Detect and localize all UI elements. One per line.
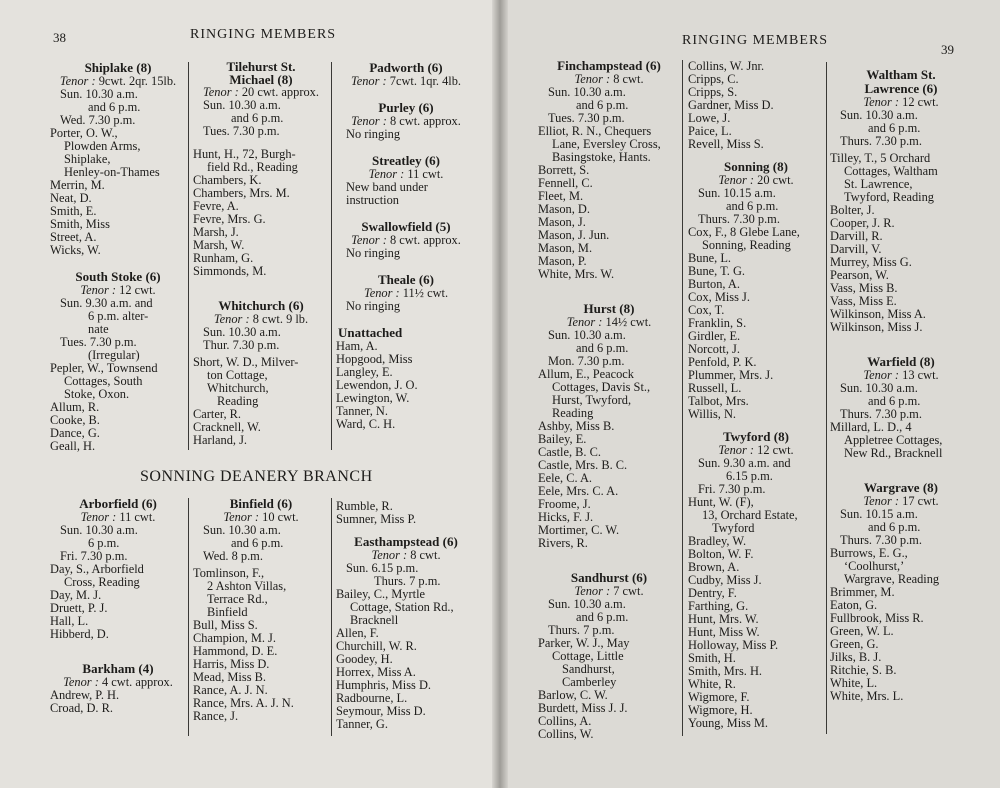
book-gutter	[492, 0, 508, 788]
service-line: Thurs. 7.30 p.m.	[840, 407, 922, 421]
member-address: Terrace Rd.,	[207, 592, 268, 606]
member-entry: Rumble, R.	[336, 499, 393, 513]
member-entry: Rance, J.	[193, 709, 239, 723]
service-line: Sun. 10.30 a.m.	[548, 85, 626, 99]
member-entry: Goodey, H.	[336, 652, 393, 666]
tenor-line: Tenor : 12 cwt.	[863, 95, 939, 109]
tower-heading: Arborfield (6)	[79, 496, 157, 511]
member-entry: Mortimer, C. W.	[538, 523, 620, 537]
left-lower-col-2	[193, 494, 329, 723]
service-line: Mon. 7.30 p.m.	[548, 354, 625, 368]
tower-heading: Purley (6)	[378, 100, 434, 115]
member-address: Twyford	[712, 521, 755, 535]
member-entry: Collins, W. Jnr.	[688, 59, 765, 73]
member-address: Henley-on-Thames	[64, 165, 160, 179]
member-entry: Mason, P.	[538, 254, 587, 268]
service-line: Thur. 7.30 p.m.	[203, 338, 280, 352]
member-address: Stoke, Oxon.	[64, 387, 130, 401]
tenor-line: Tenor : 4 cwt. approx.	[63, 675, 173, 689]
member-entry: Geall, H.	[50, 439, 96, 453]
member-entry: Burrows, E. G.,	[830, 546, 908, 560]
member-entry: Burdett, Miss J. J.	[538, 701, 628, 715]
member-entry: Allum, E., Peacock	[538, 367, 635, 381]
member-entry: Bailey, C., Myrtle	[336, 587, 426, 601]
tower-heading: Sandhurst (6)	[570, 570, 648, 585]
service-line: and 6 p.m.	[576, 610, 629, 624]
member-entry: Druett, P. J.	[50, 601, 108, 615]
service-line: and 6 p.m.	[726, 199, 779, 213]
service-line: Sun. 10.30 a.m.	[203, 523, 281, 537]
service-line: Sun. 9.30 a.m. and	[698, 456, 791, 470]
member-entry: Willis, N.	[688, 407, 737, 421]
member-entry: Pepler, W., Townsend	[50, 361, 158, 375]
member-entry: Smith, H.	[688, 651, 736, 665]
service-line: Thurs. 7.30 p.m.	[698, 212, 780, 226]
member-entry: Fevre, A.	[193, 199, 239, 213]
right-col-3	[830, 66, 972, 703]
member-entry: Lewington, W.	[336, 391, 410, 405]
member-entry: Cripps, S.	[688, 85, 738, 99]
tenor-line: Tenor : 9cwt. 2qr. 15lb.	[59, 74, 177, 88]
tower-heading: Warfield (8)	[867, 354, 935, 369]
tower-heading: Shiplake (8)	[84, 60, 152, 75]
member-entry: Street, A.	[50, 230, 97, 244]
service-line: Sun. 6.15 p.m.	[346, 561, 419, 575]
tower-heading: Twyford (8)	[723, 429, 789, 444]
left-col-2	[193, 58, 329, 447]
tenor-line: Tenor : 11 cwt.	[368, 167, 444, 181]
member-address: Bracknell	[350, 613, 399, 627]
tower-heading: Theale (6)	[378, 272, 434, 287]
service-line: nate	[88, 322, 109, 336]
service-line: Wed. 7.30 p.m.	[60, 113, 136, 127]
member-entry: Fevre, Mrs. G.	[193, 212, 266, 226]
member-entry: Bolter, J.	[830, 203, 875, 217]
service-line: Fri. 7.30 p.m.	[698, 482, 766, 496]
member-address: Twyford, Reading	[844, 190, 934, 204]
member-address: Sandhurst,	[562, 662, 615, 676]
service-line: Sun. 10.30 a.m.	[548, 597, 626, 611]
member-entry: Mason, M.	[538, 241, 593, 255]
member-entry: Cracknell, W.	[193, 420, 261, 434]
service-line: Fri. 7.30 p.m.	[60, 549, 128, 563]
member-entry: Cooper, J. R.	[830, 216, 895, 230]
service-line: Thurs. 7 p.m.	[374, 574, 441, 588]
member-entry: Pearson, W.	[830, 268, 889, 282]
service-line: and 6 p.m.	[576, 98, 629, 112]
tenor-line: Tenor : 11½ cwt.	[363, 286, 449, 300]
service-line: Sun. 10.30 a.m.	[840, 381, 918, 395]
tower-heading: Finchampstead (6)	[557, 58, 661, 73]
member-entry: Penfold, P. K.	[688, 355, 757, 369]
left-col-3	[336, 58, 476, 431]
member-entry: Girdler, E.	[688, 329, 741, 343]
member-entry: Chambers, K.	[193, 173, 262, 187]
column-rule	[682, 60, 683, 736]
member-entry: Bune, L.	[688, 251, 732, 265]
member-address: St. Lawrence,	[844, 177, 913, 191]
tower-heading: Binfield (6)	[229, 496, 293, 511]
member-entry: Lewendon, J. O.	[336, 378, 418, 392]
member-address: Appletree Cottages,	[844, 433, 943, 447]
member-entry: Rance, Mrs. A. J. N.	[193, 696, 294, 710]
member-entry: Hibberd, D.	[50, 627, 109, 641]
member-entry: Tanner, G.	[336, 717, 388, 731]
tenor-line: Tenor : 7 cwt.	[574, 584, 644, 598]
member-address: 2 Ashton Villas,	[207, 579, 287, 593]
service-line: Sun. 10.30 a.m.	[60, 523, 138, 537]
member-entry: Brown, A.	[688, 560, 740, 574]
member-entry: Hunt, W. (F),	[688, 495, 754, 509]
service-line: Sun. 10.30 a.m.	[840, 108, 918, 122]
member-entry: Hunt, Mrs. W.	[688, 612, 759, 626]
member-entry: Humphris, Miss D.	[336, 678, 432, 692]
member-address: Cottages, Davis St.,	[552, 380, 651, 394]
member-entry: Holloway, Miss P.	[688, 638, 779, 652]
member-entry: Hopgood, Miss	[336, 352, 413, 366]
tower-heading: Padworth (6)	[369, 60, 443, 75]
member-entry: Paice, L.	[688, 124, 732, 138]
running-head-left: RINGING MEMBERS	[190, 27, 337, 42]
member-entry: Cox, F., 8 Glebe Lane,	[688, 225, 800, 239]
page-number-left: 38	[53, 30, 66, 45]
member-entry: Porter, O. W.,	[50, 126, 118, 140]
column-rule	[188, 498, 189, 736]
member-entry: Fleet, M.	[538, 189, 584, 203]
member-entry: Darvill, V.	[830, 242, 882, 256]
member-entry: Parker, W. J., May	[538, 636, 630, 650]
service-line: Thurs. 7.30 p.m.	[840, 533, 922, 547]
member-entry: Seymour, Miss D.	[336, 704, 426, 718]
service-line: and 6 p.m.	[868, 121, 921, 135]
member-entry: Dance, G.	[50, 426, 100, 440]
right-col-1	[538, 56, 680, 741]
member-address: Shiplake,	[64, 152, 111, 166]
tenor-line: Tenor : 8 cwt.	[574, 72, 644, 86]
member-address: field Rd., Reading	[207, 160, 298, 174]
member-entry: Tomlinson, F.,	[193, 566, 265, 580]
member-address: New Rd., Bracknell	[844, 446, 943, 460]
member-entry: Farthing, G.	[688, 599, 749, 613]
member-entry: Day, M. J.	[50, 588, 102, 602]
member-entry: Allen, F.	[336, 626, 379, 640]
column-rule	[188, 62, 189, 450]
member-entry: Brimmer, M.	[830, 585, 895, 599]
service-line: Sun. 9.30 a.m. and	[60, 296, 153, 310]
member-entry: Mead, Miss B.	[193, 670, 266, 684]
member-entry: Smith, Miss	[50, 217, 110, 231]
member-entry: White, R.	[688, 677, 736, 691]
member-entry: Franklin, S.	[688, 316, 747, 330]
tower-heading: Sonning (8)	[724, 159, 788, 174]
tenor-line: Tenor : 10 cwt.	[223, 510, 299, 524]
member-entry: Hicks, F. J.	[538, 510, 594, 524]
member-entry: Langley, E.	[336, 365, 393, 379]
tower-heading: Barkham (4)	[82, 661, 154, 676]
member-address: Cottage, Station Rd.,	[350, 600, 454, 614]
tower-heading: Easthampstead (6)	[354, 534, 458, 549]
member-entry: Dentry, F.	[688, 586, 737, 600]
member-address: Cottages, Waltham	[844, 164, 938, 178]
service-line: and 6 p.m.	[231, 111, 284, 125]
service-line: Sun. 10.30 a.m.	[60, 87, 138, 101]
member-entry: Rivers, R.	[538, 536, 588, 550]
tenor-line: Tenor : 11 cwt.	[80, 510, 156, 524]
member-entry: Hunt, H., 72, Burgh-	[193, 147, 296, 161]
member-entry: Darvill, R.	[830, 229, 883, 243]
member-entry: Bradley, W.	[688, 534, 747, 548]
member-address: Cottages, South	[64, 374, 143, 388]
member-entry: Chambers, Mrs. M.	[193, 186, 290, 200]
member-entry: Barlow, C. W.	[538, 688, 608, 702]
tower-heading: South Stoke (6)	[75, 269, 161, 284]
member-entry: Castle, B. C.	[538, 445, 601, 459]
member-entry: Fennell, C.	[538, 176, 593, 190]
member-entry: Harris, Miss D.	[193, 657, 270, 671]
member-entry: Sumner, Miss P.	[336, 512, 417, 526]
member-entry: Eele, C. A.	[538, 471, 593, 485]
member-entry: Wigmore, H.	[688, 703, 753, 717]
left-col-1	[50, 58, 186, 453]
member-entry: Cripps, C.	[688, 72, 739, 86]
service-line: and 6 p.m.	[576, 341, 629, 355]
member-entry: Wilkinson, Miss A.	[830, 307, 926, 321]
right-col-2	[688, 60, 824, 730]
member-entry: Churchill, W. R.	[336, 639, 417, 653]
member-entry: Vass, Miss B.	[830, 281, 898, 295]
branch-title: SONNING DEANERY BRANCH	[140, 468, 373, 485]
member-entry: Burton, A.	[688, 277, 740, 291]
member-entry: Murrey, Miss G.	[830, 255, 912, 269]
service-line: Sun. 10.15 a.m.	[840, 507, 918, 521]
tenor-line: Tenor : 14½ cwt.	[566, 315, 652, 329]
member-entry: Bailey, E.	[538, 432, 587, 446]
member-entry: Carter, R.	[193, 407, 242, 421]
tenor-line: Tenor : 17 cwt.	[863, 494, 939, 508]
member-entry: Merrin, M.	[50, 178, 105, 192]
tenor-line: Tenor : 13 cwt.	[863, 368, 939, 382]
member-entry: Simmonds, M.	[193, 264, 267, 278]
tower-heading: Streatley (6)	[372, 153, 440, 168]
service-line: Thurs. 7 p.m.	[548, 623, 615, 637]
tenor-line: Tenor : 8 cwt. 9 lb.	[213, 312, 309, 326]
member-entry: Russell, L.	[688, 381, 742, 395]
member-address: Cottage, Little	[552, 649, 624, 663]
tower-heading: Unattached	[338, 325, 403, 340]
left-lower-col-1	[50, 494, 186, 715]
member-entry: Rance, A. J. N.	[193, 683, 268, 697]
member-entry: White, Mrs. W.	[538, 267, 615, 281]
member-address: Camberley	[562, 675, 617, 689]
note-line: No ringing	[346, 246, 401, 260]
member-entry: Allum, R.	[50, 400, 100, 414]
member-entry: Plummer, Mrs. J.	[688, 368, 774, 382]
member-entry: Mason, J. Jun.	[538, 228, 610, 242]
member-entry: Croad, D. R.	[50, 701, 113, 715]
member-address: Hurst, Twyford,	[552, 393, 632, 407]
tenor-line: Tenor : 20 cwt. approx.	[203, 85, 319, 99]
tenor-line: Tenor : 12 cwt.	[718, 443, 794, 457]
member-entry: Norcott, J.	[688, 342, 740, 356]
tenor-line: Tenor : 8 cwt.	[371, 548, 441, 562]
member-entry: Horrex, Miss A.	[336, 665, 416, 679]
member-entry: Neat, D.	[50, 191, 92, 205]
member-entry: Hunt, Miss W.	[688, 625, 760, 639]
page-number-right: 39	[941, 42, 954, 57]
tower-heading: Waltham St. Lawrence (6)	[864, 67, 938, 96]
member-entry: Cox, T.	[688, 303, 725, 317]
member-address: 13, Orchard Estate,	[702, 508, 798, 522]
member-entry: Wicks, W.	[50, 243, 101, 257]
service-line: Sun. 10.30 a.m.	[548, 328, 626, 342]
member-entry: Ritchie, S. B.	[830, 663, 897, 677]
member-entry: White, L.	[830, 676, 878, 690]
member-address: Binfield	[207, 605, 248, 619]
member-entry: Millard, L. D., 4	[830, 420, 912, 434]
service-line: Wed. 8 p.m.	[203, 549, 263, 563]
member-address: ton Cottage,	[207, 368, 268, 382]
member-entry: Hammond, D. E.	[193, 644, 278, 658]
service-line: Sun. 10.30 a.m.	[203, 325, 281, 339]
service-line: and 6 p.m.	[231, 536, 284, 550]
tower-heading: Hurst (8)	[583, 301, 635, 316]
member-entry: Mason, D.	[538, 202, 590, 216]
member-address: Basingstoke, Hants.	[552, 150, 651, 164]
member-entry: Borrett, S.	[538, 163, 590, 177]
member-entry: Bolton, W. F.	[688, 547, 754, 561]
member-entry: Smith, Mrs. H.	[688, 664, 763, 678]
member-entry: Jilks, B. J.	[830, 650, 882, 664]
member-address: Lane, Eversley Cross,	[552, 137, 661, 151]
service-line: and 6 p.m.	[868, 394, 921, 408]
member-entry: Day, S., Arborfield	[50, 562, 144, 576]
member-entry: Young, Miss M.	[688, 716, 768, 730]
service-line: Sun. 10.15 a.m.	[698, 186, 776, 200]
tower-heading: Swallowfield (5)	[361, 219, 451, 234]
column-rule	[826, 62, 827, 734]
member-entry: Lowe, J.	[688, 111, 731, 125]
note-line: instruction	[346, 193, 399, 207]
member-entry: Cudby, Miss J.	[688, 573, 762, 587]
service-line: Tues. 7.30 p.m.	[203, 124, 280, 138]
member-entry: Tanner, N.	[336, 404, 388, 418]
service-line: Tues. 7.30 p.m.	[548, 111, 625, 125]
member-address: Reading	[217, 394, 259, 408]
member-entry: Froome, J.	[538, 497, 591, 511]
service-line: and 6 p.m.	[868, 520, 921, 534]
member-entry: Collins, A.	[538, 714, 592, 728]
tower-heading: Wargrave (8)	[863, 480, 938, 495]
running-head-right: RINGING MEMBERS	[682, 33, 829, 48]
member-address: Whitchurch,	[207, 381, 269, 395]
member-entry: Revell, Miss S.	[688, 137, 764, 151]
tower-heading: Tilehurst St. Michael (8)	[226, 59, 296, 87]
right-page	[500, 0, 1000, 788]
member-entry: Eele, Mrs. C. A.	[538, 484, 619, 498]
member-entry: Castle, Mrs. B. C.	[538, 458, 628, 472]
member-address: Sonning, Reading	[702, 238, 791, 252]
note-line: New band under	[346, 180, 428, 194]
member-entry: Green, W. L.	[830, 624, 894, 638]
member-entry: Green, G.	[830, 637, 879, 651]
member-entry: Runham, G.	[193, 251, 254, 265]
tower-heading: Whitchurch (6)	[218, 298, 304, 313]
tenor-line: Tenor : 8 cwt. approx.	[351, 114, 461, 128]
member-entry: Bune, T. G.	[688, 264, 746, 278]
member-entry: Marsh, J.	[193, 225, 239, 239]
tenor-line: Tenor : 12 cwt.	[80, 283, 156, 297]
tenor-line: Tenor : 7cwt. 1qr. 4lb.	[350, 74, 462, 88]
service-line: 6 p.m.	[88, 536, 120, 550]
member-entry: Gardner, Miss D.	[688, 98, 774, 112]
member-entry: Cox, Miss J.	[688, 290, 750, 304]
tenor-line: Tenor : 8 cwt. approx.	[351, 233, 461, 247]
member-entry: Vass, Miss E.	[830, 294, 897, 308]
member-entry: Marsh, W.	[193, 238, 245, 252]
member-entry: Hall, L.	[50, 614, 89, 628]
member-address: Cross, Reading	[64, 575, 140, 589]
service-line: (Irregular)	[88, 348, 140, 362]
service-line: 6.15 p.m.	[726, 469, 773, 483]
member-entry: Eaton, G.	[830, 598, 878, 612]
service-line: and 6 p.m.	[88, 100, 141, 114]
column-rule	[331, 498, 332, 736]
service-line: Thurs. 7.30 p.m.	[840, 134, 922, 148]
service-line: Sun. 10.30 a.m.	[203, 98, 281, 112]
member-entry: Andrew, P. H.	[50, 688, 120, 702]
member-entry: Wilkinson, Miss J.	[830, 320, 923, 334]
member-entry: Ward, C. H.	[336, 417, 396, 431]
service-line: Tues. 7.30 p.m.	[60, 335, 137, 349]
service-line: 6 p.m. alter-	[88, 309, 149, 323]
member-entry: Short, W. D., Milver-	[193, 355, 299, 369]
member-entry: Tilley, T., 5 Orchard	[830, 151, 931, 165]
member-address: ‘Coolhurst,’	[844, 559, 905, 573]
member-address: Plowden Arms,	[64, 139, 141, 153]
member-entry: Talbot, Mrs.	[688, 394, 749, 408]
column-rule	[331, 62, 332, 450]
member-entry: Elliot, R. N., Chequers	[538, 124, 652, 138]
member-entry: Champion, M. J.	[193, 631, 276, 645]
member-entry: Harland, J.	[193, 433, 248, 447]
note-line: No ringing	[346, 127, 401, 141]
member-entry: Bull, Miss S.	[193, 618, 258, 632]
member-entry: Collins, W.	[538, 727, 594, 741]
member-entry: Fullbrook, Miss R.	[830, 611, 924, 625]
member-entry: Cooke, B.	[50, 413, 100, 427]
note-line: No ringing	[346, 299, 401, 313]
member-entry: Radbourne, L.	[336, 691, 408, 705]
member-address: Reading	[552, 406, 594, 420]
member-entry: Mason, J.	[538, 215, 586, 229]
member-entry: Ham, A.	[336, 339, 378, 353]
member-entry: White, Mrs. L.	[830, 689, 904, 703]
member-entry: Smith, E.	[50, 204, 97, 218]
member-entry: Wigmore, F.	[688, 690, 750, 704]
member-address: Wargrave, Reading	[844, 572, 940, 586]
member-entry: Ashby, Miss B.	[538, 419, 615, 433]
tenor-line: Tenor : 20 cwt.	[718, 173, 794, 187]
left-lower-col-3	[336, 500, 476, 731]
